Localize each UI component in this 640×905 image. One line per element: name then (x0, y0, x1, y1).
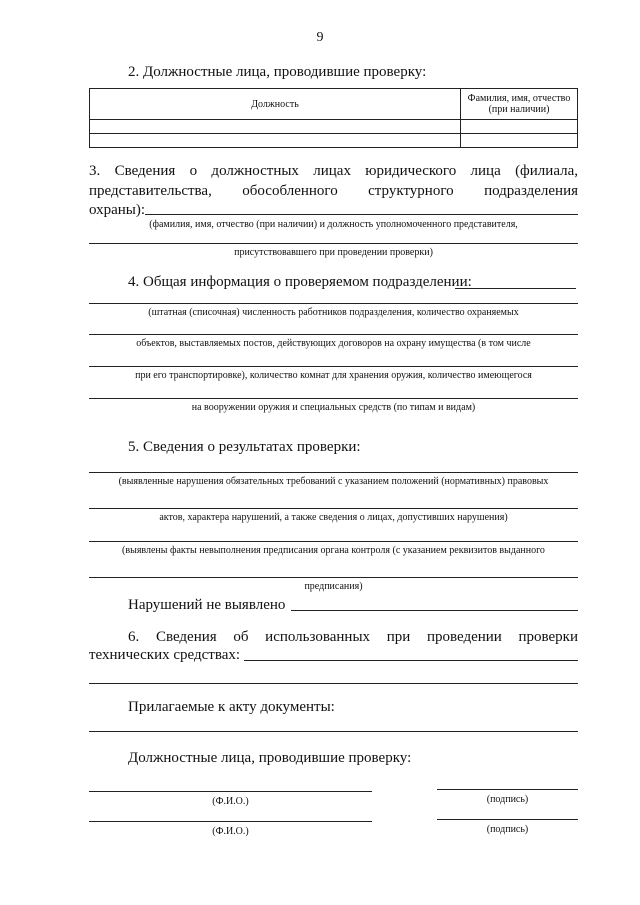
table-cell[interactable] (90, 120, 461, 134)
table-header-position: Должность (90, 89, 461, 120)
section5-fill-line-3[interactable] (89, 541, 578, 542)
signature-label-2: (подпись) (486, 824, 529, 835)
table-header-fullname-line2: (при наличии) (488, 104, 550, 115)
section3-fill-line-2[interactable] (89, 243, 578, 244)
table-cell[interactable] (461, 120, 578, 134)
table-row (90, 134, 578, 148)
section5-hint1: (выявленные нарушения обязательных требований с указанием положений (нормативных) правовых (118, 476, 549, 487)
section5-hint2: актов, характера нарушений, а также сведения о лицах, допустивших нарушения) (159, 512, 508, 523)
attachments-title: Прилагаемые к акту документы: (128, 699, 335, 715)
section6-line2: технических средствах: (89, 647, 241, 663)
section4-fill-line-4[interactable] (89, 398, 578, 399)
section5-fill-line-2[interactable] (89, 508, 578, 509)
section4-fill-line[interactable] (455, 288, 576, 289)
section4-fill-line-1[interactable] (89, 303, 578, 304)
table-row (90, 120, 578, 134)
signature-line-1[interactable] (437, 789, 578, 790)
section4-hint1: (штатная (списочная) численность работников подразделения, количество охраняемых (148, 307, 519, 318)
fio-line-2[interactable] (89, 821, 372, 822)
section3-line3: охраны): (89, 202, 146, 218)
fio-label-2: (Ф.И.О.) (212, 826, 249, 837)
section4-fill-line-3[interactable] (89, 366, 578, 367)
table-cell[interactable] (461, 134, 578, 148)
section3-fill-line[interactable] (145, 214, 578, 215)
section5-fill-line-4[interactable] (89, 577, 578, 578)
section4-hint2: объектов, выставляемых постов, действующих договоров на охрану имущества (в том числе (136, 338, 531, 349)
section6-fill-line[interactable] (244, 660, 578, 661)
officials-table (89, 88, 578, 148)
signatures-title: Должностные лица, проводившие проверку: (128, 750, 412, 766)
fio-label-1: (Ф.И.О.) (212, 796, 249, 807)
table-header-fullname (461, 89, 578, 120)
section4-title: 4. Общая информация о проверяемом подразделении: (128, 274, 472, 290)
section2-title: 2. Должностные лица, проводившие проверку: (128, 64, 427, 80)
page-number: 9 (316, 30, 324, 45)
section4-hint4: на вооружении оружия и специальных средств (по типам и видам) (191, 402, 476, 413)
no-violations-label: Нарушений не выявлено (128, 597, 286, 613)
section5-fill-line-1[interactable] (89, 472, 578, 473)
signature-label-1: (подпись) (486, 794, 529, 805)
no-violations-fill-line[interactable] (291, 610, 578, 611)
fio-line-1[interactable] (89, 791, 372, 792)
table-header-fullname-line1: Фамилия, имя, отчество (467, 93, 571, 104)
section3-line2: представительства, обособленного структурного подразделения (89, 183, 578, 199)
section3-hint1: (фамилия, имя, отчество (при наличии) и должность уполномоченного представителя, (149, 219, 518, 230)
attachments-fill-line[interactable] (89, 731, 578, 732)
section5-hint3: (выявлены факты невыполнения предписания органа контроля (с указанием реквизитов выданного (122, 545, 545, 556)
table-cell[interactable] (90, 134, 461, 148)
section4-hint3: при его транспортировке), количество комнат для хранения оружия, количество имеющегося (135, 370, 532, 381)
section3-hint2: присутствовавшего при проведении проверки) (234, 247, 433, 258)
section5-title: 5. Сведения о результатах проверки: (128, 439, 361, 455)
section4-fill-line-2[interactable] (89, 334, 578, 335)
signature-line-2[interactable] (437, 819, 578, 820)
section6-fill-line-2[interactable] (89, 683, 578, 684)
table-header-row (90, 89, 578, 120)
section3-line1: 3. Сведения о должностных лицах юридического лица (филиала, (89, 163, 578, 179)
section6-line1: 6. Сведения об использованных при проведении проверки (128, 629, 578, 645)
section5-hint4: предписания) (304, 581, 363, 592)
